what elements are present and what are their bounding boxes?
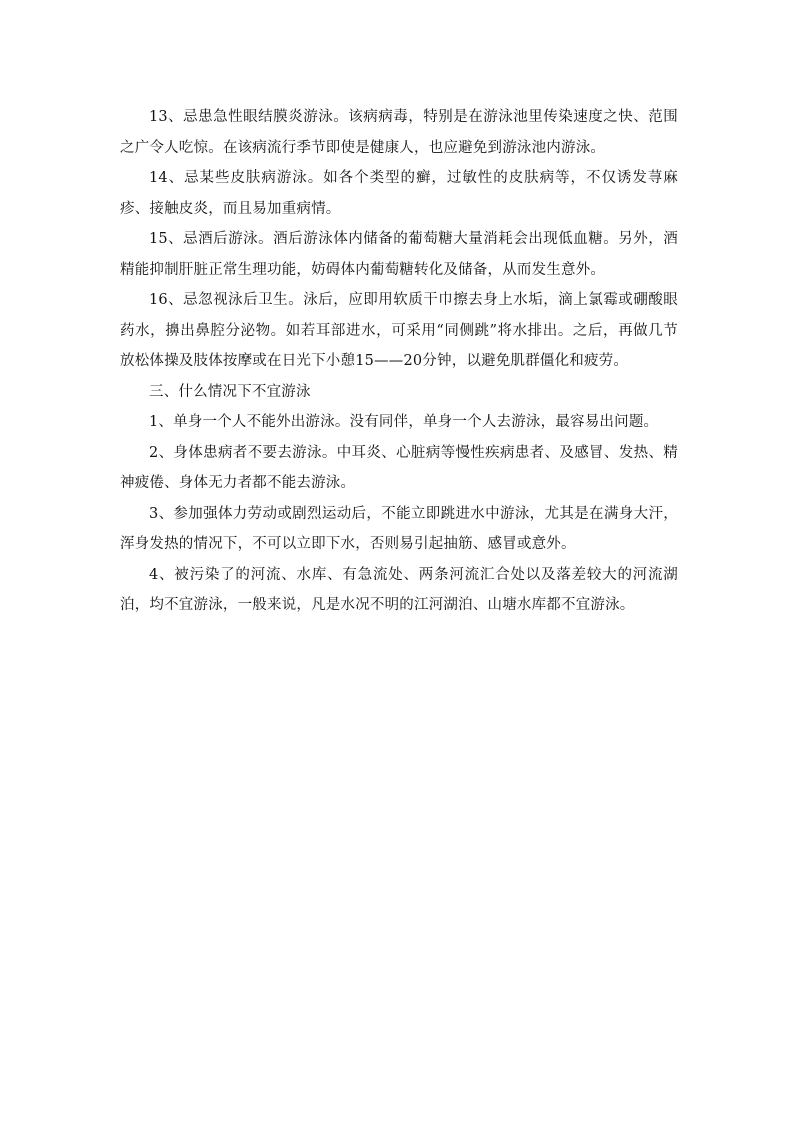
paragraph-item-13: 13、忌患急性眼结膜炎游泳。该病病毒，特别是在游泳池里传染速度之快、范围之广令人吃惊。在该病流行季节即使是健康人，也应避免到游泳池内游泳。 — [120, 109, 678, 156]
document-body — [120, 102, 678, 621]
paragraph-item-3: 3、参加强体力劳动或剧烈运动后，不能立即跳进水中游泳，尤其是在满身大汗，浑身发热的情况下，不可以立即下水，否则易引起抽筋、感冒或意外。 — [120, 505, 678, 552]
paragraph-item-15: 15、忌酒后游泳。酒后游泳体内储备的葡萄糖大量消耗会出现低血糖。另外，酒精能抑制肝脏正常生理功能，妨碍体内葡萄糖转化及储备，从而发生意外。 — [120, 231, 678, 278]
paragraph-item-4: 4、被污染了的河流、水库、有急流处、两条河流汇合处以及落差较大的河流湖泊，均不宜游泳，一般来说，凡是水况不明的江河湖泊、山塘水库都不宜游泳。 — [120, 566, 678, 613]
paragraph-item-1: 1、单身一个人不能外出游泳。没有同伴，单身一个人去游泳，最容易出问题。 — [149, 414, 659, 430]
paragraph-item-14: 14、忌某些皮肤病游泳。如各个类型的癣，过敏性的皮肤病等，不仅诱发荨麻疹、接触皮炎，而且易加重病情。 — [120, 170, 678, 217]
paragraph-item-16: 16、忌忽视泳后卫生。泳后，应即用软质干巾擦去身上水垢，滴上氯霉或硼酸眼药水，擤出鼻腔分泌物。如若耳部进水，可采用“同侧跳”将水排出。之后，再做几节放松体操及肢体按摩或在日光下小憩15——20分钟，以避免肌群僵化和疲劳。 — [120, 292, 678, 369]
paragraph-item-2: 2、身体患病者不要去游泳。中耳炎、心脏病等慢性疾病患者、及感冒、发热、精神疲倦、身体无力者都不能去游泳。 — [120, 444, 678, 491]
section-heading: 三、什么情况下不宜游泳 — [149, 383, 311, 400]
